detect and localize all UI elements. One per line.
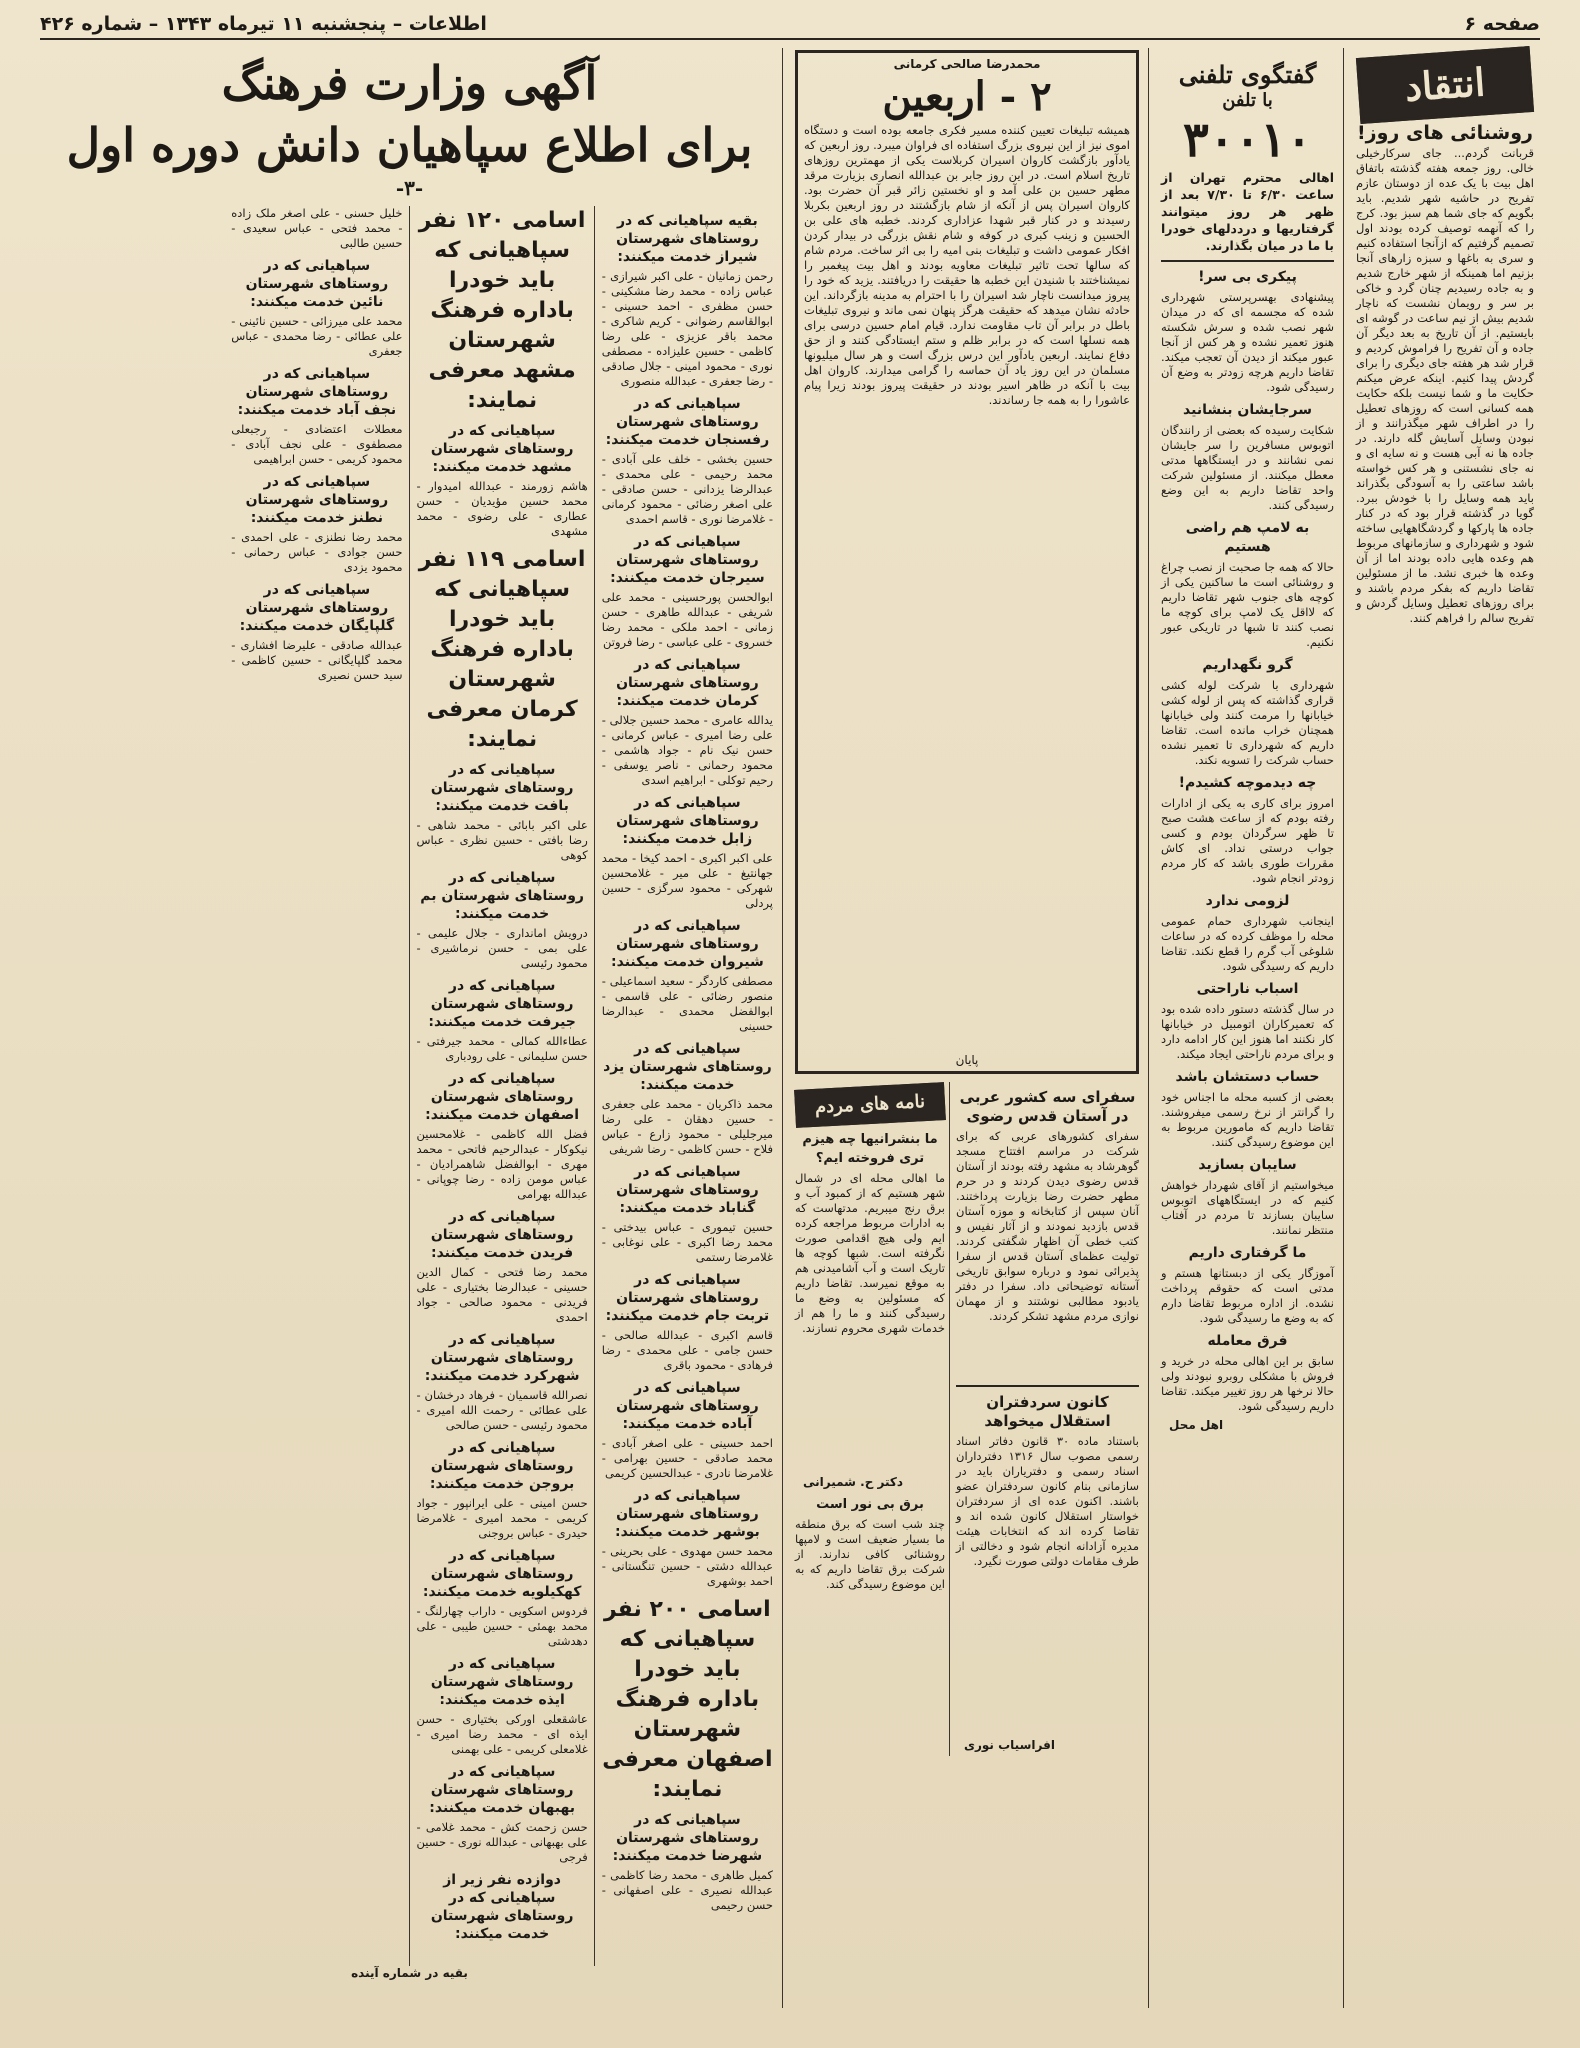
section-title: سپاهیانی که در روستاهای شهرستان بروجن خدمت میکنند: [429,1440,575,1492]
announcement-section [412,1655,588,1757]
section-names: خلیل حسنی - علی اصغر ملک زاده - محمد فتحی - عباس سعیدی - حسین طالبی [227,206,403,250]
arbaeen-end: پایان [955,1053,979,1067]
critique-column [1350,48,1540,2008]
announcement-section [412,977,588,1064]
section-names: یدالله عامری - محمد حسین جلالی - علی رضا امیری - عباس کرمانی - حسن نیک نام - جواد هاشمی - محمود رحمانی - ناصر یوسفی - رحیم توکلی - ابراهیم اسدی [598,713,773,787]
phone-talk-column [1155,48,1340,2008]
phone-talk-item [1157,1068,1334,1150]
section-names: رحمن زمانیان - علی اکبر شیرازی - عباس زاده - محمد رضا مشکینی - حسن مظفری - احمد حسینی - ابوالقاسم رضوانی - کریم شاکری - محمد باقر عزیزی - علی رضا کاظمی - حسین علیزاده - مصطفی نوری - محمود امینی - جلال صادقی - رضا جعفری - عبدالله منصوری [598,269,773,388]
phone-talk-item-body: پیشنهادی بهسرپرستی شهرداری شده که مجسمه ای که در میدان شهر نصب شده و سرش شکسته هنوز تعمیر نشده و هر کس از آنجا عبور میکند از دیدن آن تعجب میکند. تقاضا داریم هرچه زودتر به وضع آن رسیدگی شود. [1157,290,1334,394]
announcement-section [227,581,403,683]
phone-talk-item [1157,1244,1334,1326]
phone-talk-item [1157,774,1334,886]
arbaeen-body: همیشه تبلیغات تعیین کننده مسیر فکری جامعه بوده است و دستگاه اموی نیز از این نیروی بزرگ استفاده ای فراوان میبرد. روز اربعین که یادآور بازگشت کاروان اسیران کربلاست یکی از مهمترین روزهای تاریخ اسلام است. در این روز جابر بن عبدالله انصاری بزیارت مرقد مطهر حسین بن علی آمد و او نخستین زائر قبر آن حضرت بود. کاروان اسیران پس از آنکه از شام بازگشتند در روز اربعین بکربلا رسیدند و در کنار قبر شهدا عزاداری کردند. خطبه های علی بن الحسین و زینب کبری در کوفه و شام نقش بزرگی در بیدار کردن افکار عمومی داشت و تبلیغات بنی امیه را بی اثر ساخت. مردم شام که سالها تحت تاثیر تبلیغات معاویه بودند و اهل بیت پیغمبر را نمیشناختند با شنیدن این خطبه ها حقیقت را دریافتند. یزید که خود را پیروز میدانست ناچار شد اسیران را با احترام به مدینه بازگرداند. این حادثه نشان میدهد که حقیقت هرگز پنهان نمی ماند و نیروی تبلیغات باطل در برابر آن تاب مقاومت ندارد. قیام امام حسین درسی برای همه نسلها است که در برابر ظلم و ستم ایستادگی کنند و از حق دفاع نمایند. اربعین یادآور این درس بزرگ است و هر سال میلیونها مسلمان در این روز یاد آن حماسه را گرامی میدارند. کاروان اهل بیت با آنکه در ظاهر اسیر بودند در حقیقت پیروز بودند زیرا پیام عاشورا را به همه جا رساندند. [800,123,1130,407]
column-divider [1343,48,1344,2008]
announcement-section [227,473,403,575]
section-title: سپاهیانی که در روستاهای شهرستان فریدن خدمت میکنند: [430,1209,574,1261]
ambassadors-title: سفرای سه کشور عربی در آستان قدس رضوی [959,1088,1136,1125]
section-title: سپاهیانی که در روستاهای شهرستان گلپایگان خدمت میکنند: [239,582,395,634]
phone-talk-item [1157,980,1334,1062]
issue-info: اطلاعات – پنجشنبه ۱۱ تیرماه ۱۳۴۳ – شماره ۴۲۶ [40,13,487,35]
arbaeen-box [795,50,1139,1074]
phone-talk-item [1157,892,1334,974]
section-names: حسن زحمت کش - محمد غلامی - علی بهبهانی - عبدالله نوری - حسین فرجی [412,1820,588,1864]
announcement-section [412,1070,588,1202]
phone-talk-item-body: حالا که همه جا صحبت از نصب چراغ و روشنائی است ما ساکنین یکی از کوچه های جنوب شهر تقاضا داریم که لااقل یک لامپ برای کوچه ما نصب کنند تا شبها در تاریکی عبور نکنیم. [1157,560,1334,649]
section-title: اسامی ۲۰۰ نفر سپاهیانی که باید خودرا باداره فرهنگ شهرستان اصفهان معرفی نمایند: [602,1597,773,1802]
letters-subtitle: ما بنشرانیها چه هیزم تری فروخته ایم؟ [802,1132,938,1166]
phone-talk-title: گفتگوی تلفنی [1178,60,1317,89]
announcement-section [598,1271,773,1373]
announcement-section [417,545,588,755]
announcement-section [412,1331,588,1433]
section-names: کمیل طاهری - محمد رضا کاظمی - عبدالله نصیری - علی اصفهانی - حسن رحیمی [598,1868,773,1912]
announcement-section [598,1379,773,1481]
section-title: بقیه سپاهیانی که در روستاهای شهرستان شیراز خدمت میکنند: [616,213,759,265]
section-names: محمد حسن مهدوی - علی بحرینی - عبدالله دشتی - حسین تنگستانی - احمد بوشهری [598,1544,773,1588]
announcement-section [598,794,773,911]
section-title: سپاهیانی که در روستاهای شهرستان شهرکرد خدمت میکنند: [424,1332,580,1384]
phone-talk-item-heading: ما گرفتاری داریم [1188,1245,1307,1261]
section-names: فضل الله کاظمی - غلامحسین نیکوکار - عبدالرحیم فاتحی - محمد مهری - ابوالفضل شاهمرادیان - عباس مومن زاده - رضا چوپانی - عبدالله بهرامی [412,1127,588,1201]
announcement-section [412,422,588,539]
section-title: سپاهیانی که در روستاهای شهرستان بم خدمت میکنند: [420,870,584,922]
announcement-section [598,395,773,527]
notaries-signature: افراسیاب نوری [964,1738,1055,1752]
section-names: محمد رضا نطنزی - علی احمدی - حسن جوادی - عباس رحمانی - محمود یزدی [227,530,403,574]
announcement-section [412,1208,588,1325]
lower-boxes [791,1082,1139,1756]
announcement-section [598,1163,773,1265]
phone-talk-item [1157,401,1334,513]
section-names: عطاءالله کمالی - محمد جیرفتی - حسن سلیمانی - علی رودباری [412,1034,588,1063]
phone-talk-item [1157,268,1334,395]
announcement-headline-2: برای اطلاع سپاهیان دانش دوره اول [66,118,753,172]
section-names: علی اکبر اکبری - احمد کیخا - محمد جهانتیغ - علی میر - غلامحسین شهرکی - محمود سرگزی - حسین پردلی [598,851,773,910]
letters-body: ما اهالی محله ای در شمال شهر هستیم که از کمبود آب و برق رنج میبریم. مدتهاست که به ادارات مربوط مراجعه کرده ایم ولی هیچ اقدامی صورت نگرفته است. شبها کوچه ها تاریک است و آب آشامیدنی هم به موقع نمیرسد. تقاضا داریم که مسئولین به وضع ما رسیدگی کنند و ما را هم از خدمات شهری محروم نسازند. [791,1171,945,1335]
section-names: محمد ذاکریان - محمد علی جعفری - حسین دهقان - علی رضا میرجلیلی - محمود زارع - عباس فلاح - حسن کاظمی - رضا شریفی [598,1097,773,1156]
section-names: قاسم اکبری - عبدالله صالحی - حسن جامی - علی محمدی - رضا فرهادی - محمود باقری [598,1328,773,1372]
section-names: درویش امانداری - جلال علیمی - علی بمی - حسن نرماشیری - محمود رئیسی [412,926,588,970]
phone-talk-signature: اهل محل [1169,1418,1224,1432]
section-title: سپاهیانی که در روستاهای شهرستان رفسنجان خدمت میکنند: [605,396,770,448]
phone-talk-item [1157,656,1334,768]
section-title: سپاهیانی که در روستاهای شهرستان بهبهان خدمت میکنند: [429,1764,575,1816]
section-names: محمد علی میرزائی - حسین نائینی - علی عطائی - رضا محمدی - عباس جعفری [227,314,403,358]
section-names: علی اکبر بابائی - محمد شاهی - رضا بافتی - حسین نظری - عباس کوهی [412,818,588,862]
announcement-area [40,48,779,2008]
divider [956,1385,1139,1387]
column-divider [1148,48,1149,2008]
announcement-section [598,212,773,389]
section-title: سپاهیانی که در روستاهای شهرستان تربت جام خدمت میکنند: [605,1272,770,1324]
section-names: حسن امینی - علی ایرانپور - جواد کریمی - محمد امیری - غلامرضا حیدری - عباس بروجنی [412,1496,588,1540]
section-names: ابوالحسن پورحسینی - محمد علی شریفی - عبدالله طاهری - حسن زمانی - احمد ملکی - محمد رضا خسروی - علی عباسی - رضا فروتن [598,590,773,649]
letters-title: نامه های مردم [794,1082,946,1128]
section-names: معطلات اعتضادی - رجبعلی مصطفوی - علی نجف آبادی - محمود کریمی - حسن ابراهیمی [227,422,403,466]
letters-body-2: چند شب است که برق منطقه ما بسیار ضعیف است و لامپها روشنائی کافی ندارند. از شرکت برق تقاضا داریم که به این موضوع رسیدگی کند. [791,1517,945,1591]
phone-talk-item [1157,1332,1334,1414]
phone-talk-item-body: در سال گذشته دستور داده شده بود که تعمیرکاران اتومبیل در خیابانها کار نکنند اما هنوز این کار ادامه دارد و برای مردم ناراحتی ایجاد میکند. [1157,1002,1334,1061]
phone-talk-item-body: آموزگار یکی از دبستانها هستم و مدتی است که حقوقم پرداخت نشده. از اداره مربوط تقاضا دارم که به وضع ما رسیدگی شود. [1157,1266,1334,1325]
section-names: محمد رضا فتحی - کمال الدین حسینی - عبدالرضا بختیاری - علی فریدنی - محمود صالحی - جواد احمدی [412,1265,588,1324]
phone-talk-item-heading: چه دیدموچه کشیدم! [1178,775,1317,791]
phone-talk-item-heading: لزومی ندارد [1205,893,1290,909]
phone-talk-item-body: اینجانب شهرداری حمام عمومی محله را موظف کرده که در ساعات شلوغی آب گرم را قطع نکند. تقاضا داریم که رسیدگی شود. [1157,914,1334,973]
divider [1161,260,1334,262]
section-title: سپاهیانی که در روستاهای شهرستان نائین خدمت میکنند: [245,258,389,310]
announcement-section [227,365,403,467]
announcement-section [227,257,403,359]
phone-talk-item-heading: حساب دستشان باشد [1175,1069,1320,1085]
announcement-section [602,1595,773,1805]
letters-box [791,1082,950,1756]
critique-logo: انتقاد [1356,46,1534,124]
phone-talk-item-heading: پیکری بی سر! [1198,269,1297,285]
phone-talk-item [1157,519,1334,650]
arbaeen-column [789,48,1145,2008]
announcement-section [417,206,588,416]
phone-talk-item-body: شهرداری با شرکت لوله کشی قراری گذاشته که پس از لوله کشی خیابانها را مرمت کنند ولی خیابانها همچنان خراب مانده است. تقاضا داریم که شهرداری تا تعمیر نشده حساب شرکت را تسویه نکند. [1157,678,1334,767]
phone-talk-items [1157,268,1334,1414]
announcement-headline-1: آگهی وزارت فرهنگ [221,56,598,110]
critique-title: روشنائی های روز! [1357,122,1533,144]
continued-note: بقیه در شماره آینده [351,1966,468,1980]
announcement-section [412,1439,588,1541]
announcement-section [412,761,588,863]
section-names: فردوس اسکویی - داراب چهارلنگ - محمد بهمئی - حسین طیبی - علی دهدشتی [412,1604,588,1648]
section-title: سپاهیانی که در روستاهای شهرستان بافت خدمت میکنند: [430,762,574,814]
phone-talk-item-heading: گرو نگهداریم [1202,657,1293,673]
phone-talk-item-body: میخواستیم از آقای شهردار خواهش کنیم که در ایستگاههای اتوبوس سایبان بسازند تا مردم در آفتاب منتظر نمانند. [1157,1178,1334,1237]
section-title: سپاهیانی که در روستاهای شهرستان شهرضا خدمت میکنند: [612,1812,763,1864]
section-names: نصرالله قاسمیان - فرهاد درخشان - علی عطائی - رحمت الله امیری - محمود رئیسی - حسن صالحی [412,1388,588,1432]
arbaeen-byline: محمدرضا صالحی کرمانی [893,57,1041,71]
section-names: مصطفی کاردگر - سعید اسماعیلی - منصور رضائی - علی قاسمی - ابوالفضل محمدی - عبدالرضا حسینی [598,974,773,1033]
letters-signature: دکتر ح. شمیرانی [803,1475,904,1489]
section-title: اسامی ۱۱۹ نفر سپاهیانی که باید خودرا باداره فرهنگ شهرستان کرمان معرفی نمایند: [418,547,586,752]
announcement-part: -۳- [395,176,424,200]
section-names: حسین بخشی - خلف علی آبادی - محمد رحیمی - علی محمدی - عبدالرضا یزدانی - حسن صادقی - علی اصغر رضائی - محمود کرمانی - غلامرضا نوری - قاسم احمدی [598,452,773,526]
ambassadors-news [952,1082,1139,1756]
section-title: سپاهیانی که در روستاهای شهرستان بوشهر خدمت میکنند: [614,1488,760,1540]
section-title: اسامی ۱۲۰ نفر سپاهیانی که باید خودرا باداره فرهنگ شهرستان مشهد معرفی نمایند: [418,208,586,413]
section-title: سپاهیانی که در روستاهای شهرستان ایذه خدمت میکنند: [430,1656,574,1708]
section-title: سپاهیانی که در روستاهای شهرستان گناباد خدمت میکنند: [616,1164,759,1216]
phone-talk-item [1157,1156,1334,1238]
page-number: صفحه ۶ [1464,13,1540,35]
section-names: حسین تیموری - عباس بیدختی - محمد رضا اکبری - علی نوغابی - غلامرضا رستمی [598,1220,773,1264]
phone-talk-item-body: شکایت رسیده که بعضی از رانندگان اتوبوس مسافرین را سر جایشان نمی نشانند و در ایستگاهها مدتی معطل میکنند. از مسئولین شرکت واحد تقاضا داریم به این وضع رسیدگی کنند. [1157,423,1334,512]
section-names: عاشقعلی اورکی بختیاری - حسن ایذه ای - محمد رضا امیری - غلامعلی کریمی - علی بهمنی [412,1712,588,1756]
phone-talk-item-heading: به لامپ هم راضی هستیم [1185,520,1310,555]
section-title: سپاهیانی که در روستاهای شهرستان اصفهان خدمت میکنند: [425,1071,580,1123]
section-title: سپاهیانی که در روستاهای شهرستان سیرجان خدمت میکنند: [610,534,765,586]
phone-number: ۳۰۰۱۰ [1183,112,1312,168]
announcement-section [598,533,773,650]
section-title: سپاهیانی که در روستاهای شهرستان شیروان خدمت میکنند: [611,918,764,970]
announcement-section [598,1040,773,1157]
announcement-section [598,1811,773,1913]
section-names: عبدالله صادقی - علیرضا افشاری - محمد گلپایگانی - حسین کاظمی - سید حسن نصیری [227,638,403,682]
notaries-body: باستناد ماده ۳۰ قانون دفاتر اسناد رسمی مصوب سال ۱۳۱۶ دفترداران اسناد رسمی و دفتریاران باید در سازمانی بنام کانون سردفتران عضو باشند. اکنون عده ای از سردفتران خواستار استقلال کانون شده اند و تقاضا کرده اند که انتخابات هیئت مدیره آزادانه انجام شود و دخالتی از طرف مقامات دولتی صورت نگیرد. [952,1434,1139,1568]
phone-talk-item-body: سابق بر این اهالی محله در خرید و فروش با مشکلی روبرو نبودند ولی حالا نرخها هر روز تغییر میکند. تقاضا داریم رسیدگی شود. [1157,1354,1334,1413]
announcement-section [412,869,588,971]
arbaeen-title: ۲ - اربعین [882,73,1052,120]
section-title: سپاهیانی که در روستاهای شهرستان جیرفت خدمت میکنند: [428,978,576,1030]
critique-body: قربانت گردم... جای سرکارخیلی خالی. روز جمعه هفته گذشته باتفاق اهل بیت با یک عده از دوستان عازم تفریح در حاشیه شهر شدیم. باید بگویم که جای شما هم سبز بود. کرج را که آنهمه توصیف کرده بودند اول تصمیم گرفتیم که ازآنجا استفاده کنیم و سری به باغها و سبزه زارهای آنجا بزنیم اما همینکه از شهر خارج شدیم و به جاده رسیدیم چنان گرد و خاکی بر سر و رویمان نشست که ناچار شدیم بیش از نیم ساعت در گوشه ای بایستیم. از آن تاریخ به بعد دیگر آن جاده و آن تفریح را فراموش کردیم و قرار شد هر هفته جای دیگری را برای گردش پیدا کنیم. اینکه عرض میکنم حکایت ما و شما نیست بلکه حکایت همه کسانی است که روزهای تعطیل را در اطراف شهر میگذرانند و از نبودن وسایل آسایش گله دارند. در جاده ها نه آبی هست و نه سایه ای و نه جای نشستنی و هر کس خواسته باشد ساعتی را به آسودگی بگذراند باید همه وسایل را با خودش ببرد. گویا در گذشته قرار بود که در کنار جاده ها پارکها و گردشگاههایی ساخته شود و شهرداری و سازمانهای مربوط هم وعده هایی داده بودند اما از آن وعده ها خبری نشد. ما از مسئولین تقاضا داریم که بفکر مردم باشند و برای روزهای تعطیل وسایل گردش و تفریح سالم را فراهم کنند. [1352,146,1534,625]
phone-talk-item-heading: سرجایشان بنشانید [1183,402,1312,418]
announcement-section [598,1487,773,1589]
announcement-section [598,656,773,788]
section-title: سپاهیانی که در روستاهای شهرستان نجف آباد خدمت میکنند: [237,366,397,418]
section-title: سپاهیانی که در روستاهای شهرستان آباده خدمت میکنند: [616,1380,759,1432]
announcement-section [598,917,773,1034]
section-title: دوازده نفر زیر از سپاهیانی که در روستاهای شهرستان خدمت میکنند: [430,1872,574,1942]
section-title: سپاهیانی که در روستاهای شهرستان کرمان خدمت میکنند: [616,657,759,709]
announcement-section [412,1763,588,1865]
letters-subtitle-2: برق بی نور است [816,1497,924,1512]
column-divider [782,48,783,2008]
phone-talk-item-heading: اسباب ناراحتی [1196,981,1299,997]
phone-talk-item-heading: فرق معامله [1207,1333,1288,1349]
page-header [40,10,1540,40]
section-names: احمد حسینی - علی اصغر آبادی - محمد صادقی - حسین بهرامی - غلامرضا نادری - عبدالحسین کریمی [598,1436,773,1480]
phone-talk-item-body: امروز برای کاری به یکی از ادارات رفته بودم که از ساعت هشت صبح تا ظهر سرگردان بودم و کسی جواب درستی نداد. ای کاش مقررات طوری باشد که کار مردم زودتر انجام شود. [1157,796,1334,885]
announcement-sections [46,206,773,1966]
section-title: سپاهیانی که در روستاهای شهرستان زابل خدمت میکنند: [616,795,759,847]
phone-label: با تلفن [1222,90,1273,111]
phone-talk-item-heading: سایبان بسازید [1198,1157,1297,1173]
section-title: سپاهیانی که در روستاهای شهرستان نطنز خدمت میکنند: [245,474,389,526]
phone-talk-intro: اهالی محترم تهران از ساعت ۶/۳۰ تا ۷/۳۰ بعد از ظهر هر روز میتوانند گرفتاریها و درددلهای خودرا با ما در میان بگذارند. [1156,170,1335,253]
section-title: سپاهیانی که در روستاهای شهرستان مشهد خدمت میکنند: [430,423,574,475]
section-title: سپاهیانی که در روستاهای شهرستان یزد خدمت میکنند: [603,1041,772,1093]
section-title: سپاهیانی که در روستاهای شهرستان کهکیلویه خدمت میکنند: [422,1548,582,1600]
notaries-title: کانون سردفتران استقلال میخواهد [984,1393,1111,1430]
ambassadors-body: سفرای کشورهای عربی که برای شرکت در مراسم افتتاح مسجد گوهرشاد به مشهد رفته بودند از آستان قدس رضوی دیدن کردند و در حرم مطهر حضرت رضا بزیارت پرداختند. آنان سپس از کتابخانه و موزه آستان قدس بازدید نمودند و از آثار نفیس و کتب خطی آن اظهار شگفتی کردند. تولیت عظمای آستان قدس از سفرا پذیرائی نمود و درباره سوابق تاریخی آستانه توضیحاتی داد. سفرا در دفتر یادبود مطالبی نوشتند و از مهمان نوازی مردم مشهد تشکر کردند. [952,1129,1139,1323]
phone-talk-item-body: بعضی از کسبه محله ما اجناس خود را گرانتر از نرخ رسمی میفروشند. تقاضا داریم که مامورین مربوط به این موضوع رسیدگی کنند. [1157,1090,1334,1149]
section-names: هاشم زورمند - عبدالله امیدوار - محمد حسین مؤیدیان - حسن عطاری - علی رضوی - محمد مشهدی [412,479,588,538]
announcement-section [412,1547,588,1649]
